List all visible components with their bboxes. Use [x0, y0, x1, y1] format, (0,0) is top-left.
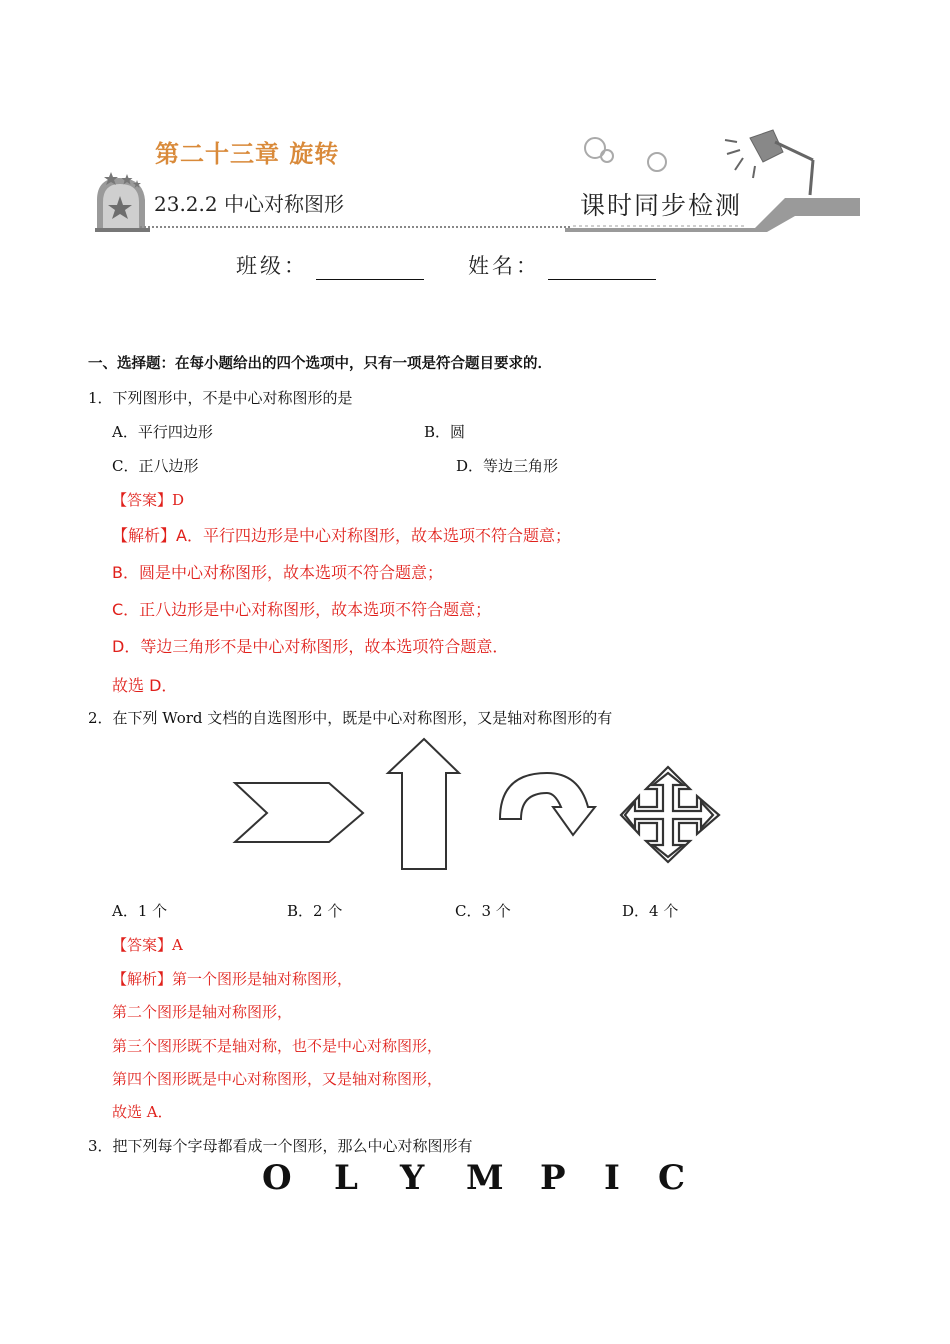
letter-p: P: [540, 1158, 566, 1198]
four-way-arrow-shape: [621, 767, 719, 862]
q2-analysis-line: 故选 A．: [112, 1103, 173, 1121]
chapter-title: 第二十三章 旋转: [155, 140, 340, 168]
name-field: [468, 250, 656, 280]
q1-option-c: C．正八边形: [112, 457, 199, 475]
letter-i: I: [604, 1158, 620, 1198]
chevron-shape: [235, 783, 363, 842]
q2-option-a: A．1 个: [112, 902, 168, 920]
header-divider: [140, 226, 570, 228]
bubble-icon: [648, 153, 666, 171]
q2-option-b: B．2 个: [287, 902, 343, 920]
letter-c: C: [658, 1158, 686, 1198]
class-label: 班级：: [236, 254, 308, 278]
q2-option-c: C．3 个: [455, 902, 511, 920]
letter-o: O: [262, 1158, 292, 1198]
part1-heading: 一、选择题：在每小题给出的四个选项中，只有一项是符合题目要求的．: [88, 356, 552, 372]
q1-analysis-line: C．正八边形是中心对称图形，故本选项不符合题意；: [112, 600, 492, 619]
q2-figures: [225, 735, 725, 875]
letter-l: L: [334, 1158, 358, 1198]
name-blank[interactable]: [548, 257, 656, 280]
q2-answer: 【答案】A: [112, 936, 183, 954]
q1-option-a: A．平行四边形: [112, 423, 213, 441]
q1-analysis-line: B．圆是中心对称图形，故本选项不符合题意；: [112, 563, 443, 582]
q2-analysis-line: 第三个图形既不是轴对称，也不是中心对称图形，: [112, 1037, 443, 1055]
q1-option-b: B．圆: [424, 423, 466, 441]
class-field: [236, 250, 424, 280]
section-title: 23.2.2 中心对称图形: [154, 192, 344, 216]
q1-answer: 【答案】D: [112, 491, 185, 509]
q2-option-d: D．4 个: [622, 902, 679, 920]
star-badge-icon: [95, 172, 150, 232]
curved-arrow-shape: [500, 773, 595, 835]
q2-analysis-line: 第四个图形既是中心对称图形，又是轴对称图形，: [112, 1070, 443, 1088]
q2-stem: 2．在下列 Word 文档的自选图形中，既是中心对称图形，又是轴对称图形的有: [88, 709, 613, 727]
q1-analysis-line: 【解析】A．平行四边形是中心对称图形，故本选项不符合题意；: [112, 526, 571, 545]
q2-analysis-line: 【解析】第一个图形是轴对称图形，: [112, 970, 353, 988]
q1-analysis-line: D．等边三角形不是中心对称图形，故本选项符合题意．: [112, 637, 509, 656]
q1-option-d: D．等边三角形: [456, 457, 559, 475]
up-arrow-shape: [388, 739, 459, 869]
class-blank[interactable]: [316, 257, 424, 280]
bubble-icon: [601, 150, 613, 162]
q1-analysis-line: 故选 D．: [112, 676, 178, 695]
q1-stem: 1．下列图形中，不是中心对称图形的是: [88, 389, 353, 407]
name-label: 姓名：: [468, 254, 540, 278]
letter-y: Y: [400, 1158, 425, 1198]
letter-m: M: [466, 1158, 504, 1198]
q2-analysis-line: 第二个图形是轴对称图形，: [112, 1003, 293, 1021]
brand-title: 课时同步检测: [580, 191, 743, 220]
q3-stem: 3．把下列每个字母都看成一个图形，那么中心对称图形有: [88, 1137, 473, 1155]
